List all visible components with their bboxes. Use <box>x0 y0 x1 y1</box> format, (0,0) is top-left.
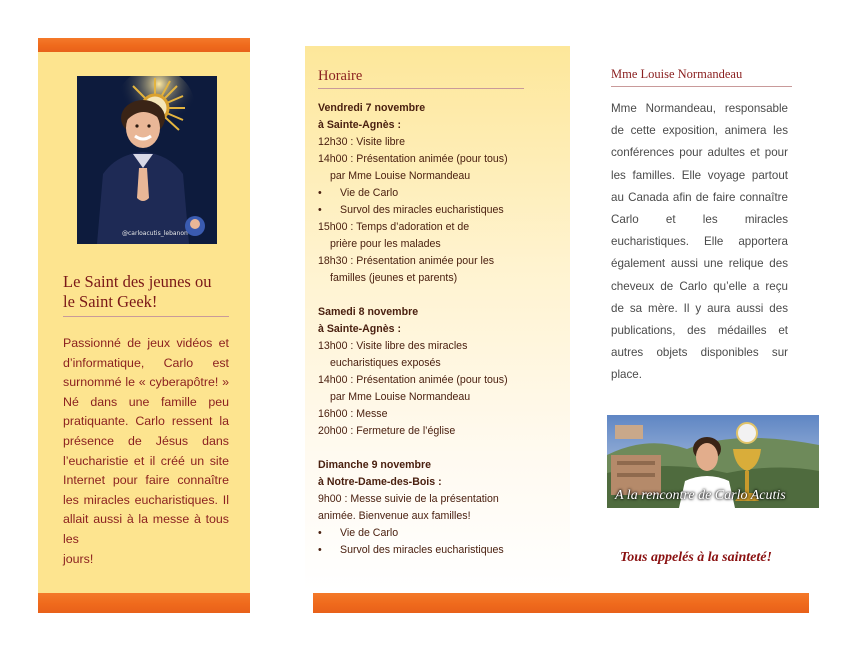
schedule-line: 18h30 : Présentation animée pour les <box>318 255 495 267</box>
presenter-title: Mme Louise Normandeau <box>611 67 743 81</box>
presenter-body-line: les familles. Elle voyage partout <box>611 168 788 182</box>
left-body-text <box>63 334 229 569</box>
schedule-divider <box>318 88 524 89</box>
presenter-body-line: Mme Normandeau, responsable <box>611 102 788 115</box>
schedule-line: 14h00 : Présentation animée (pour tous) <box>318 374 508 386</box>
bullet-symbol: • <box>318 527 322 539</box>
schedule-line: 16h00 : Messe <box>318 408 388 420</box>
schedule-bullet-text: Survol des miracles eucharistiques <box>340 204 504 216</box>
schedule-line: 15h00 : Temps d’adoration et de <box>318 221 470 233</box>
presenter-body-line: publications, des médailles et <box>611 324 788 338</box>
left-body-line: Passionné de jeux vidéos et <box>63 336 229 350</box>
presenter-body-line: conférences pour adultes et pour <box>611 146 788 160</box>
left-body-line: pratiquante. Carlo ressent la <box>63 414 229 429</box>
schedule-line: prière pour les malades <box>330 238 441 250</box>
presenter-divider <box>611 86 792 87</box>
left-body-line: surnommé le « cyberapôtre! » <box>63 375 229 390</box>
bullet-symbol: • <box>318 204 322 216</box>
schedule-line: 12h30 : Visite libre <box>318 136 405 148</box>
schedule-line: par Mme Louise Normandeau <box>330 391 471 403</box>
left-top-orange-bar <box>38 38 250 52</box>
scene-photo-caption: A la rencontre de Carlo Acutis <box>615 488 786 503</box>
schedule-line: animée. Bienvenue aux familles! <box>318 510 471 522</box>
left-body-line: allait aussi à la messe à tous les <box>63 512 229 546</box>
schedule-line: 9h00 : Messe suivie de la présentation <box>318 493 499 505</box>
presenter-body-line: de sa mère. Il y aura aussi des <box>611 301 788 315</box>
schedule-line: Dimanche 9 novembre <box>318 459 432 471</box>
presenter-body-line: également aussi une relique des <box>611 257 788 271</box>
left-body-line: Internet pour faire connaître <box>63 473 229 488</box>
middle-bottom-orange-bar <box>313 593 809 613</box>
schedule-line: Samedi 8 novembre <box>318 306 419 318</box>
schedule-line: à Notre-Dame-des-Bois : <box>318 476 442 488</box>
schedule-line: par Mme Louise Normandeau <box>330 170 471 182</box>
presenter-body-line: place. <box>611 368 642 382</box>
left-body-line: les miracles eucharistiques. Il <box>63 492 229 507</box>
presenter-body-line: au Canada afin de faire connaître <box>611 190 788 204</box>
presenter-body-line: cheveux de Carlo qu’elle a reçu <box>611 279 788 293</box>
bullet-symbol: • <box>318 544 322 556</box>
presenter-body-line: eucharistiques. Elle apportera <box>611 235 788 249</box>
left-heading-line1: Le Saint des jeunes ou <box>63 272 212 291</box>
schedule-line: 14h00 : Présentation animée (pour tous) <box>318 153 508 165</box>
left-bottom-orange-bar <box>38 593 250 613</box>
presenter-body-line: Carlo et les miracles <box>611 213 788 227</box>
left-body-line: l’eucharistie et il créé un site <box>63 453 229 468</box>
schedule-title: Horaire <box>318 68 363 84</box>
schedule-line: 13h00 : Visite libre des miracles <box>318 340 468 352</box>
left-heading-line2: le Saint Geek! <box>63 292 158 311</box>
schedule-line: familles (jeunes et parents) <box>330 272 458 284</box>
schedule-line: Vendredi 7 novembre <box>318 102 426 114</box>
slogan: Tous appelés à la sainteté! <box>620 550 772 565</box>
left-body-line: présence de Jésus dans <box>63 433 229 448</box>
presenter-body-text <box>611 98 788 387</box>
left-body-line: d’informatique, Carlo est <box>63 355 229 370</box>
left-heading-divider <box>63 316 229 317</box>
bullet-symbol: • <box>318 187 322 199</box>
left-heading <box>63 272 243 312</box>
schedule-bullet-text: Vie de Carlo <box>340 187 399 199</box>
schedule-bullet-text: Vie de Carlo <box>340 527 399 539</box>
carlo-portrait-photo <box>77 76 217 244</box>
schedule-line: à Sainte-Agnès : <box>318 119 402 131</box>
schedule-line: eucharistiques exposés <box>330 357 441 369</box>
schedule-bullet-text: Survol des miracles eucharistiques <box>340 544 504 556</box>
presenter-body-line: autres objets disponibles sur <box>611 346 788 360</box>
presenter-body-line: de cette exposition, animera les <box>611 124 788 138</box>
left-body-line: Né dans une famille peu <box>63 394 229 409</box>
photo-caption: @carloacutis_lebanon <box>122 230 188 237</box>
schedule-line: à Sainte-Agnès : <box>318 323 402 335</box>
schedule-line: 20h00 : Fermeture de l’église <box>318 425 456 437</box>
left-body-line: jours! <box>63 551 94 566</box>
